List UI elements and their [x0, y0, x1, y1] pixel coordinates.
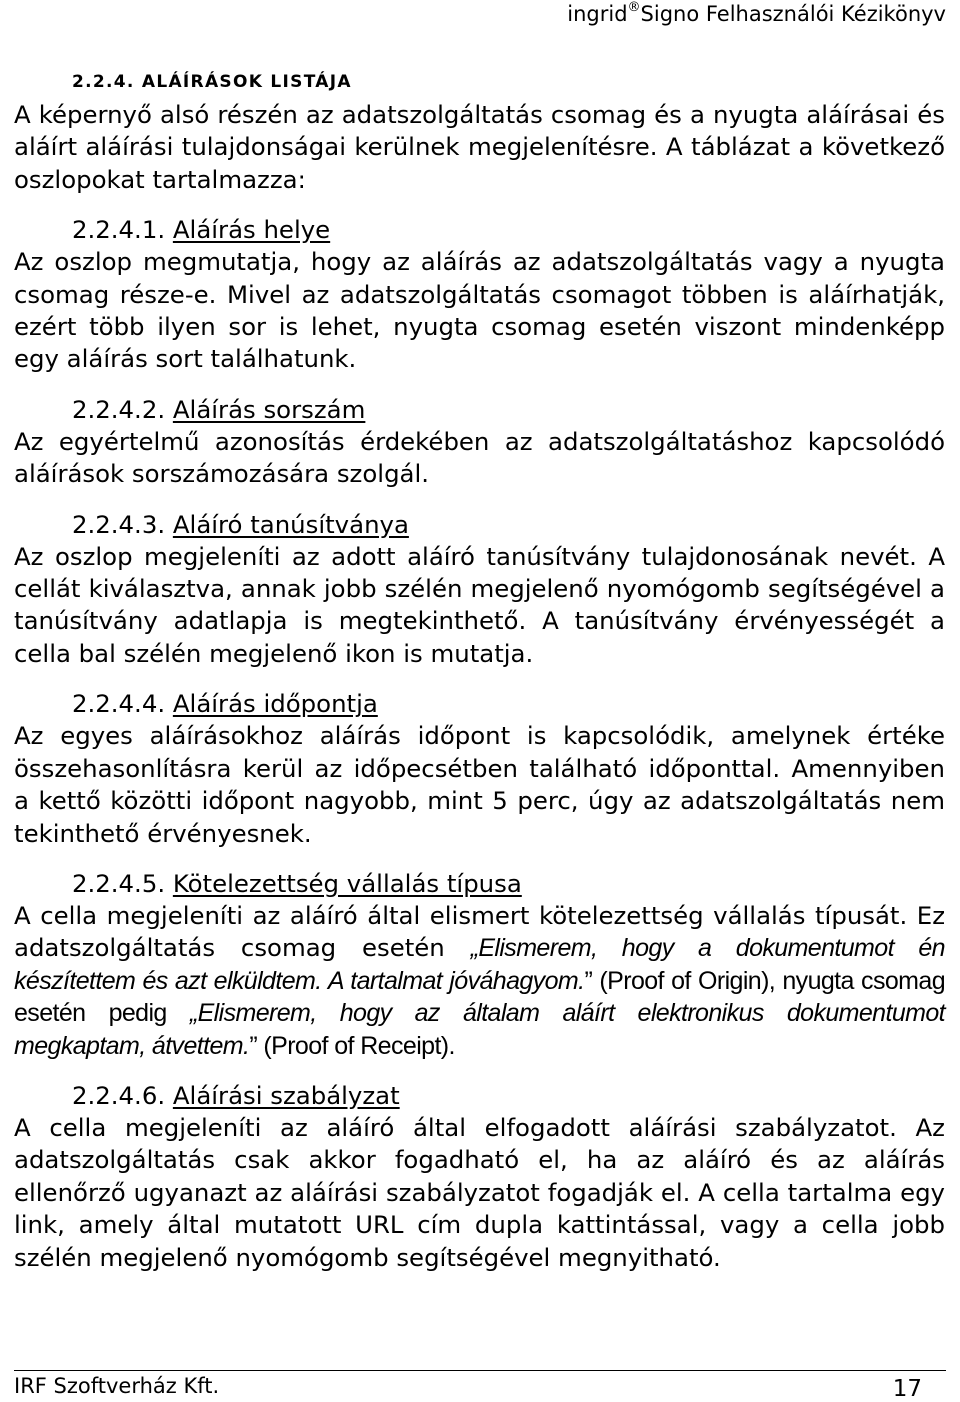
footer-divider: [14, 1370, 946, 1371]
subsection-number: 2.2.4.6.: [72, 1080, 166, 1110]
subsection-number: 2.2.4.2.: [72, 394, 166, 424]
subsection-heading: [72, 214, 945, 246]
header-brand: ingrid: [567, 2, 628, 26]
subsection-body: Az oszlop megmutatja, hogy az aláírás az adatszolgáltatás vagy a nyugta csomag része-e. Mivel az adatszolgáltatás csomagot többen is aláírhatják, ezért több ilyen sor is lehet, nyugta csomag esetén viszont mindenképp egy aláírás sort találhatunk.: [14, 247, 945, 374]
subsection-number: 2.2.4.4.: [72, 689, 166, 719]
page-number: 17: [892, 1376, 922, 1402]
subsection-heading: [72, 868, 945, 900]
quote-mark: „: [470, 934, 479, 963]
subsection-number: 2.2.4.3.: [72, 509, 166, 539]
subsection-title: Aláírás időpontja: [172, 689, 378, 719]
subsection-title: Aláírás sorszám: [172, 394, 366, 424]
subsection-heading: [72, 509, 945, 541]
subsection-number: 2.2.4.5.: [72, 868, 166, 898]
subsection-heading: [72, 1080, 945, 1112]
subsection-heading: [72, 688, 945, 720]
subsection-heading: [72, 394, 945, 426]
body-text: (Proof of Origin), nyugta csomag esetén pedig: [14, 966, 945, 1028]
subsection-body: A cella megjeleníti az aláíró által elfogadott aláírási szabályzatot. Az adatszolgáltatás csak akkor fogadható el, ha az aláíró és az aláírás ellenőrző ugyanazt az aláírási szabályzatot fogadják el. A cella tartalma egy link, amely által mutatott URL cím dupla kattintással, vagy a cella jobb szélén megjelenő nyomógomb segítségével megnyitható.: [14, 1112, 945, 1272]
page-content: [14, 70, 945, 1274]
quote-mark: ”: [584, 966, 593, 995]
body-text: (Proof of Receipt).: [257, 1031, 455, 1060]
footer-company: IRF Szoftverház Kft.: [14, 1374, 220, 1398]
subsection-title: Kötelezettség vállalás típusa: [172, 868, 522, 898]
quote-text: Elismerem, hogy a dokumentumot én készítettem és azt elküldtem. A tartalmat jóváhagyom.: [14, 934, 945, 995]
subsection-title: Aláíró tanúsítványa: [172, 509, 409, 539]
registered-mark: ®: [627, 0, 641, 15]
section-number: 2.2.4.: [72, 72, 135, 92]
subsection-body: Az egyértelmű azonosítás érdekében az adatszolgáltatáshoz kapcsolódó aláírások sorszámozására szolgál.: [14, 426, 945, 489]
section-title: ALÁÍRÁSOK LISTÁJA: [141, 72, 352, 92]
quote-mark: ”: [249, 1031, 258, 1060]
subsection-body: Az egyes aláírásokhoz aláírás időpont is kapcsolódik, amelynek értéke összehasonlításra kerül az időpecsétben található időponttal. Amennyiben a kettő közötti időpont nagyobb, mint 5 perc, úgy az adatszolgáltatás nem tekinthető érvényesnek.: [14, 721, 945, 848]
quote-mark: „: [189, 999, 198, 1028]
header-title: Signo Felhasználói Kézikönyv: [640, 2, 946, 26]
running-header: [567, 2, 946, 26]
subsection-title: Aláírás helye: [172, 215, 331, 245]
subsection-number: 2.2.4.1.: [72, 215, 166, 245]
subsection-body: [14, 900, 945, 1062]
section-heading: [72, 70, 945, 94]
body-text: A cella megjeleníti az aláíró által elismert kötelezettség vállalás típusát. Ez adatszolgáltatás csomag esetén: [14, 900, 945, 963]
subsection-title: Aláírási szabályzat: [172, 1080, 400, 1110]
subsection-body: Az oszlop megjeleníti az adott aláíró tanúsítvány tulajdonosának nevét. A cellát kiválasztva, annak jobb szélén megjelenő nyomógomb segítségével a tanúsítvány adatlapja is megtekinthető. A tanúsítvány érvényességét a cella bal szélén megjelenő ikon is mutatja.: [14, 541, 945, 668]
section-intro: A képernyő alsó részén az adatszolgáltatás csomag és a nyugta aláírásai és aláírt aláírási tulajdonságai kerülnek megjelenítésre. A táblázat a következő oszlopokat tartalmazza:: [14, 100, 945, 194]
quote-text: Elismerem, hogy az általam aláírt elektronikus dokumentumot megkaptam, átvettem.: [14, 999, 946, 1060]
